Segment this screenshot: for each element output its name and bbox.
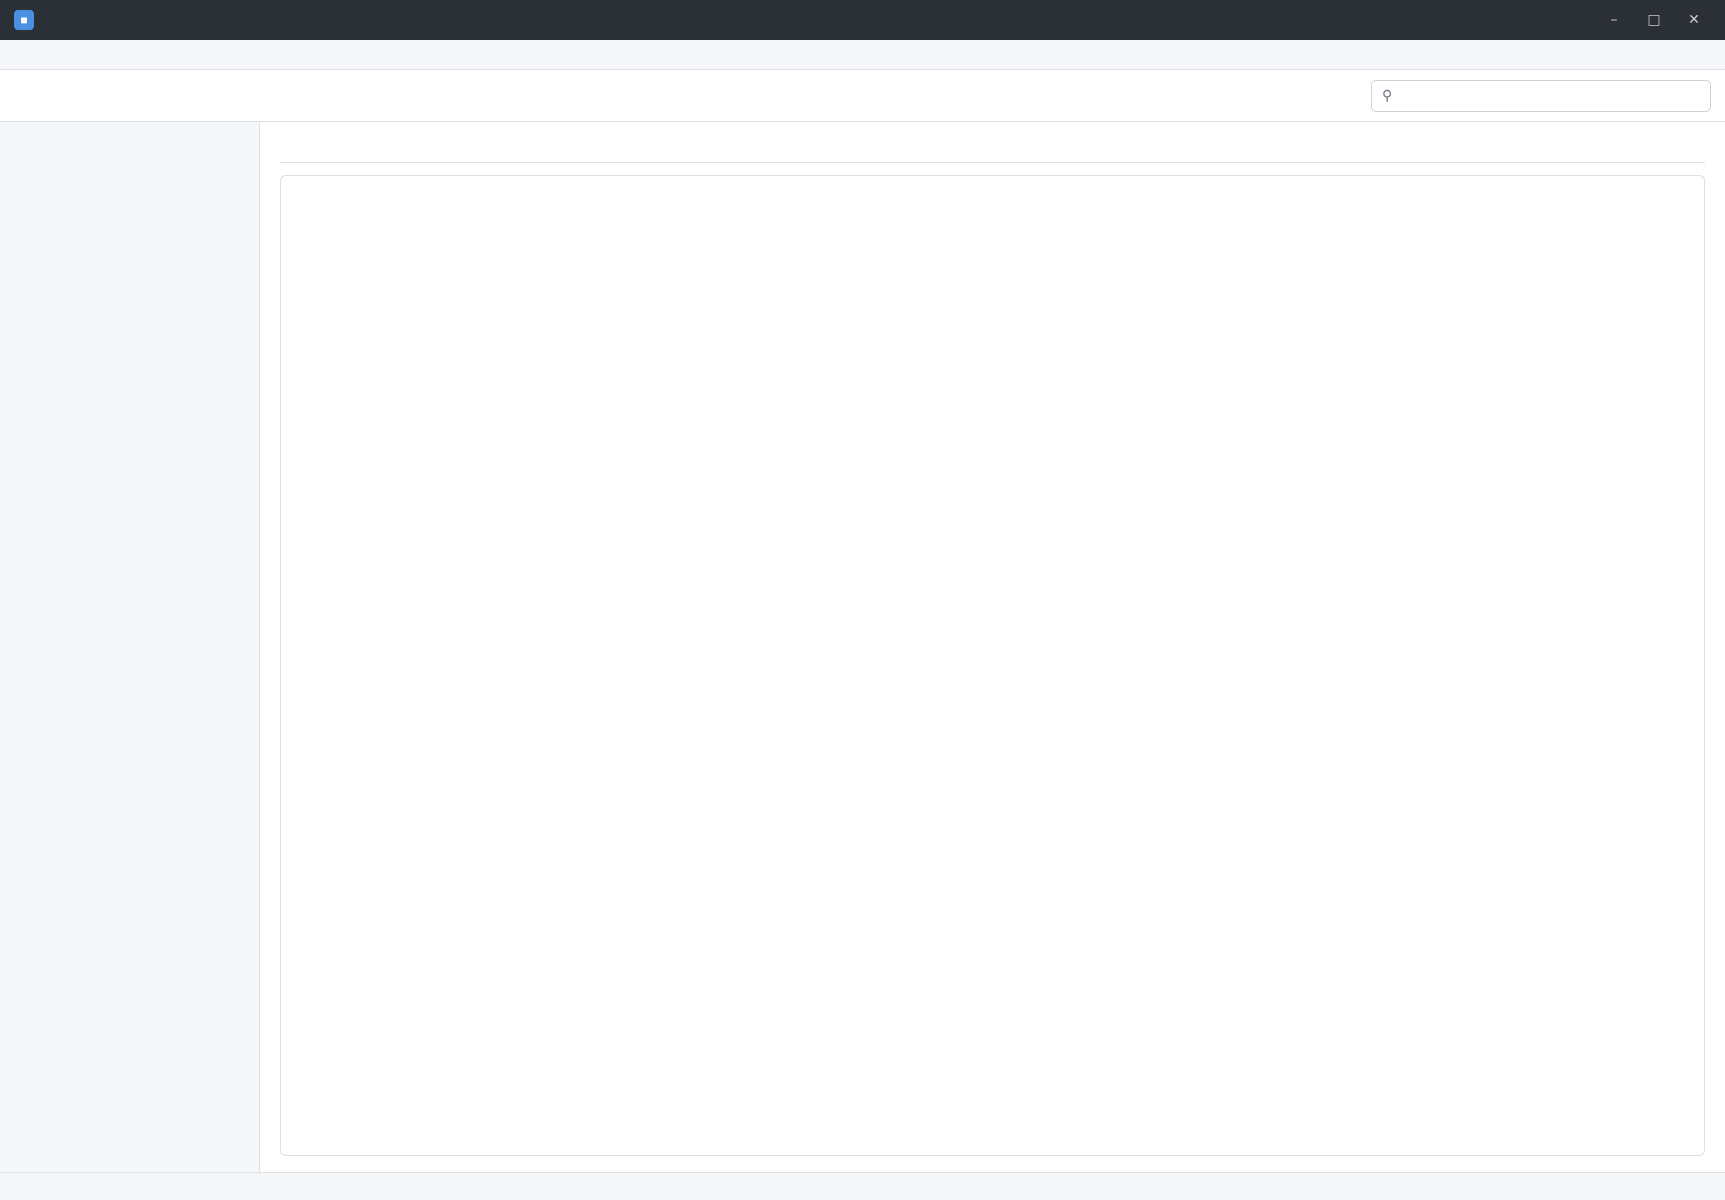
search-box (1371, 80, 1711, 112)
menu-bar (0, 40, 1725, 70)
toolbar (0, 70, 1725, 122)
tab-bar (280, 162, 1705, 163)
main-content (260, 122, 1725, 1172)
status-bar (0, 1172, 1725, 1200)
title-bar (0, 0, 1725, 40)
search-input[interactable] (1400, 87, 1700, 104)
app-body (0, 122, 1725, 1172)
window-controls (1597, 7, 1711, 33)
minimize-button[interactable]: – (1597, 7, 1631, 33)
close-button[interactable]: ✕ (1677, 7, 1711, 33)
table-container (280, 175, 1705, 1156)
search-icon: ⚲ (1382, 87, 1393, 104)
maximize-button[interactable]: □ (1637, 7, 1671, 33)
sidebar-heading (10, 136, 249, 150)
sidebar (0, 122, 260, 1172)
app-icon: ■ (14, 10, 34, 30)
